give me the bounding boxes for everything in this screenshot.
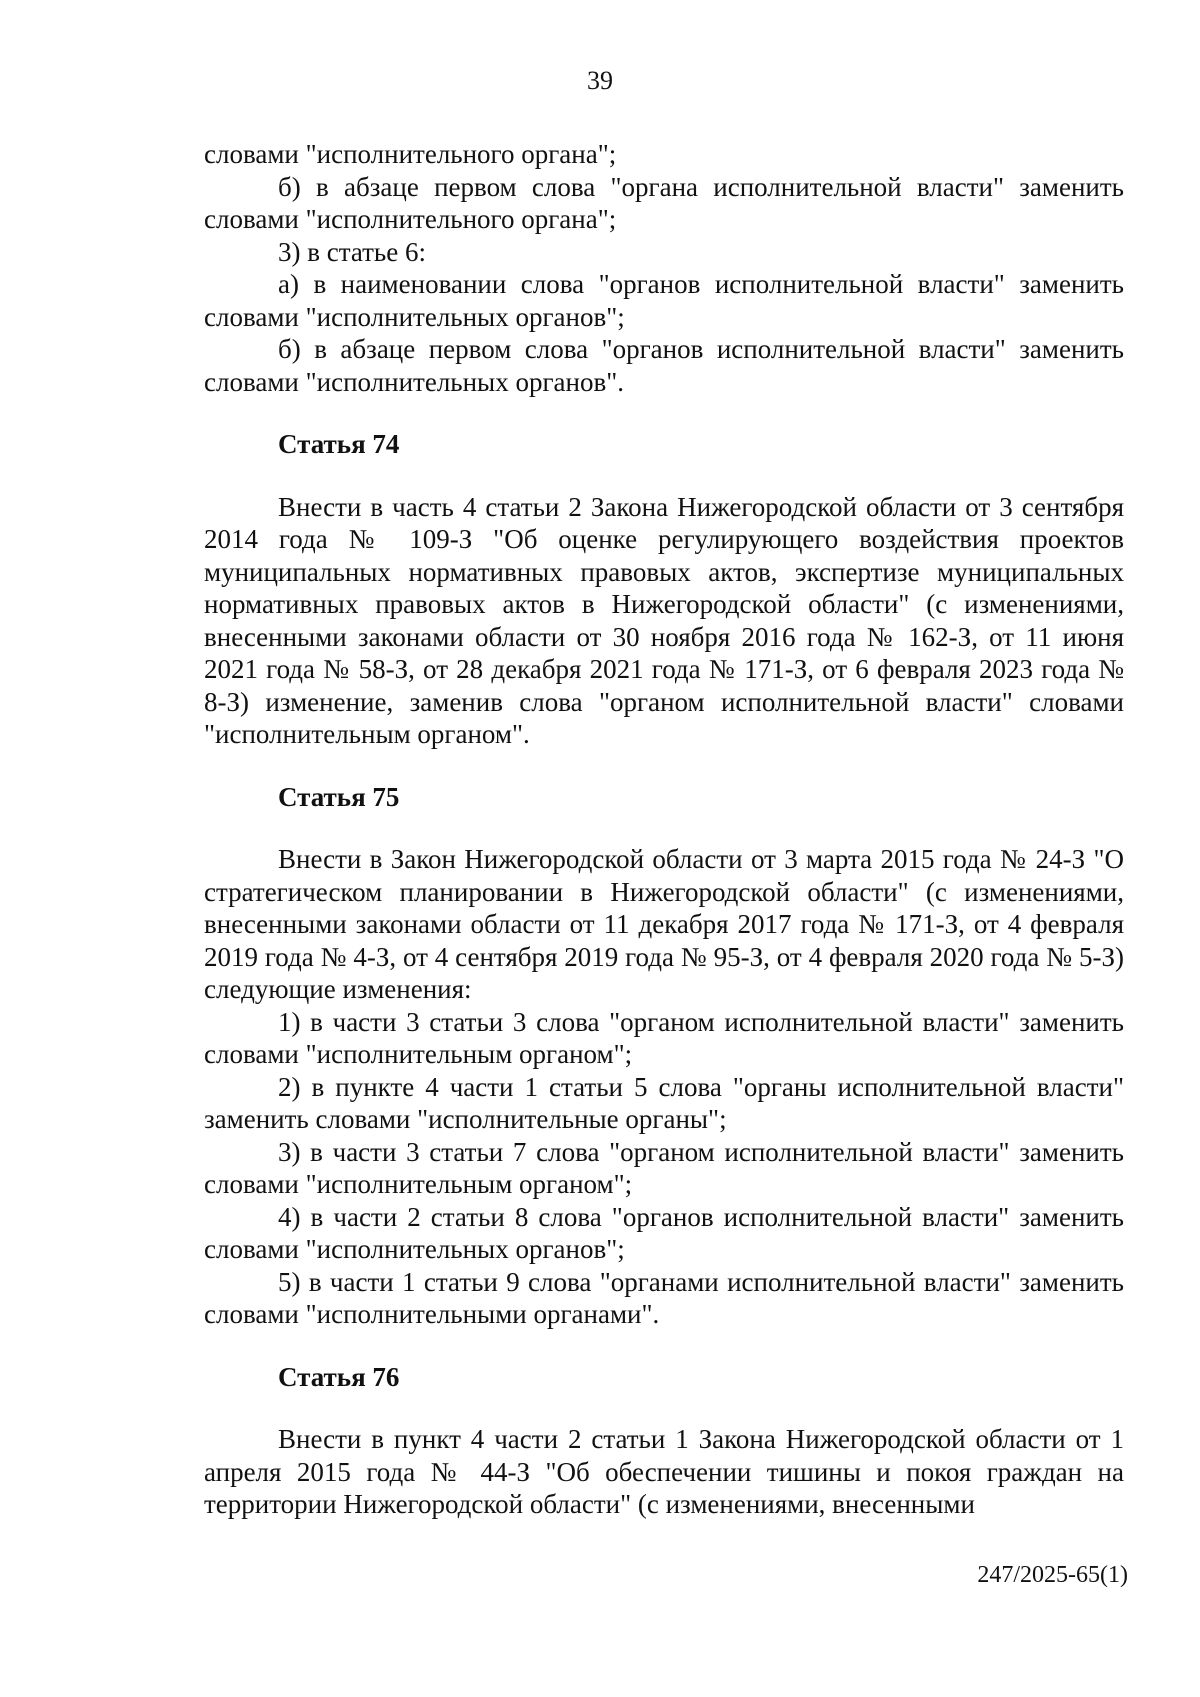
document-body — [204, 138, 1124, 1521]
article-75-item: 1) в части 3 статьи 3 слова "органом исполнительной власти" заменить словами "исполнительным органом"; — [204, 1006, 1124, 1069]
article-75-item: 4) в части 2 статьи 8 слова "органов исполнительной власти" заменить словами "исполнительных органов"; — [204, 1201, 1124, 1264]
document-code: 247/2025-65(1) — [977, 1562, 1128, 1588]
paragraph: 3) в статье 6: — [278, 236, 426, 267]
article-74-text: Внести в часть 4 статьи 2 Закона Нижегородской области от 3 сентября 2014 года № 109-З "Об оценке регулирующего воздействия проектов муниципальных нормативных правовых актов, экспертизе муниципальных нормативных правовых актов в Нижегородской области" (с изменениями, внесенными законами области от 30 ноября 2016 года № 162-З, от 11 июня 2021 года № 58-З, от 28 декабря 2021 года № 171-З, от 6 февраля 2023 года № 8-З) изменение, заменив слова "органом исполнительной власти" словами "исполнительным органом". — [204, 491, 1124, 749]
page-number: 39 — [587, 66, 613, 95]
article-75-item: 3) в части 3 статьи 7 слова "органом исполнительной власти" заменить словами "исполнительным органом"; — [204, 1136, 1124, 1199]
article-75-intro: Внести в Закон Нижегородской области от 3 марта 2015 года № 24-З "О стратегическом планировании в Нижегородской области" (с изменениями, внесенными законами области от 11 декабря 2017 года № 171-З, от 4 февраля 2019 года № 4-З, от 4 сентября 2019 года № 95-З, от 4 февраля 2020 года № 5-З) следующие изменения: — [204, 844, 1124, 1004]
article-76-heading: Статья 76 — [278, 1361, 400, 1392]
article-74-heading: Статья 74 — [278, 429, 400, 459]
article-75-item: 2) в пункте 4 части 1 статьи 5 слова "органы исполнительной власти" заменить словами "исполнительные органы"; — [204, 1071, 1124, 1134]
paragraph: б) в абзаце первом слова "органа исполнительной власти" заменить словами "исполнительного органа"; — [204, 171, 1124, 234]
article-75-item: 5) в части 1 статьи 9 слова "органами исполнительной власти" заменить словами "исполнительными органами". — [204, 1266, 1124, 1329]
article-75-heading: Статья 75 — [278, 781, 400, 812]
paragraph: а) в наименовании слова "органов исполнительной власти" заменить словами "исполнительных органов"; — [204, 269, 1124, 332]
paragraph: словами "исполнительного органа"; — [204, 139, 617, 169]
paragraph: б) в абзаце первом слова "органов исполнительной власти" заменить словами "исполнительных органов". — [204, 334, 1124, 397]
article-76-text: Внести в пункт 4 части 2 статьи 1 Закона Нижегородской области от 1 апреля 2015 года № 44-З "Об обеспечении тишины и покоя граждан на территории Нижегородской области" (с изменениями, внесенными — [204, 1424, 1124, 1519]
